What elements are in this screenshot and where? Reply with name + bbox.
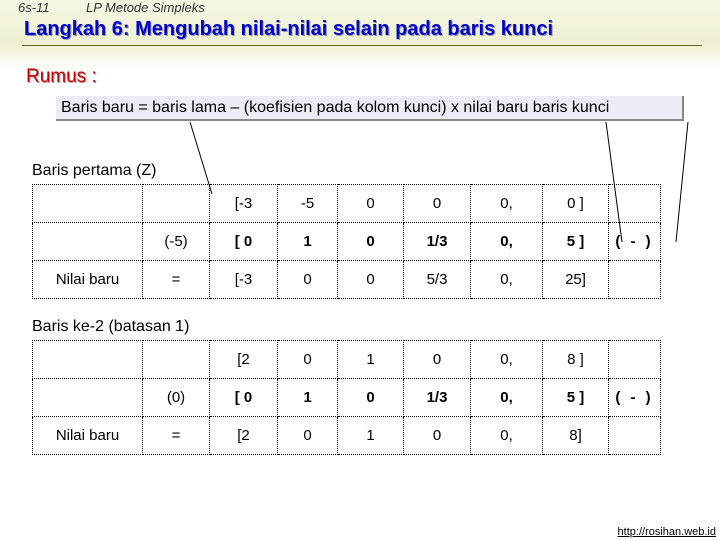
table-cell: 0 <box>404 185 471 223</box>
page-title: Langkah 6: Mengubah nilai-nilai selain pada baris kunci <box>24 18 554 40</box>
table-cell: [2 <box>210 341 278 379</box>
table-row <box>33 341 661 379</box>
formula-text: Baris baru = baris lama – (koefisien pada kolom kunci) x nilai baru baris kunci <box>61 99 610 116</box>
table-cell <box>609 341 661 379</box>
table-cell: 0, <box>471 223 543 261</box>
table-cell: 0 <box>278 341 338 379</box>
table-cell: 0 <box>404 417 471 455</box>
table-cell: 0 <box>278 261 338 299</box>
table-cell <box>609 261 661 299</box>
table-row <box>33 379 661 417</box>
table-cell: [-3 <box>210 261 278 299</box>
section2-label: Baris ke-2 (batasan 1) <box>32 318 190 335</box>
course-name: LP Metode Simpleks <box>86 0 205 15</box>
table-row <box>33 223 661 261</box>
table-cell: 1/3 <box>404 379 471 417</box>
row-label: Nilai baru <box>33 261 143 299</box>
table-cell: 1 <box>278 379 338 417</box>
section1-table <box>32 184 661 299</box>
section1-label: Baris pertama (Z) <box>32 162 157 179</box>
multiplier-cell: (0) <box>143 379 210 417</box>
table-cell: 0, <box>471 261 543 299</box>
slide-number: 6s-11 <box>18 0 50 15</box>
table-cell: 0, <box>471 185 543 223</box>
table-cell: 25] <box>543 261 609 299</box>
table-row <box>33 261 661 299</box>
table-cell: 8] <box>543 417 609 455</box>
rumus-label: Rumus : <box>26 66 97 87</box>
table-cell: 0 <box>338 379 404 417</box>
equals-cell: = <box>143 261 210 299</box>
table-row <box>33 185 661 223</box>
table-cell <box>33 223 143 261</box>
table-cell: [2 <box>210 417 278 455</box>
table-cell: 5 ] <box>543 379 609 417</box>
table-cell: [ 0 <box>210 379 278 417</box>
table-cell <box>33 341 143 379</box>
table-cell: 0 <box>338 223 404 261</box>
table-cell: 0 <box>338 185 404 223</box>
table-cell: 0 <box>404 341 471 379</box>
table-cell: 0 <box>278 417 338 455</box>
multiplier-cell: (-5) <box>143 223 210 261</box>
table-cell: 1 <box>338 341 404 379</box>
table-cell: 5/3 <box>404 261 471 299</box>
table-cell <box>143 185 210 223</box>
table-row <box>33 417 661 455</box>
table-cell: 5 ] <box>543 223 609 261</box>
footer-link[interactable]: http://rosihan.web.id <box>617 526 716 538</box>
pointer-line-baris-kunci <box>676 122 688 242</box>
table-cell: 1/3 <box>404 223 471 261</box>
table-cell <box>33 379 143 417</box>
table-cell: 8 ] <box>543 341 609 379</box>
section2-table <box>32 340 661 455</box>
table-cell: -5 <box>278 185 338 223</box>
table-cell <box>609 185 661 223</box>
table-cell: 0, <box>471 417 543 455</box>
minus-operator: ( - ) <box>609 223 661 261</box>
table-cell: 1 <box>338 417 404 455</box>
table-cell: 0 <box>338 261 404 299</box>
table-cell: 0, <box>471 379 543 417</box>
table-cell: 1 <box>278 223 338 261</box>
table-cell: [ 0 <box>210 223 278 261</box>
table-cell <box>33 185 143 223</box>
table-cell: 0, <box>471 341 543 379</box>
table-cell <box>143 341 210 379</box>
table-cell <box>609 417 661 455</box>
table-cell: [-3 <box>210 185 278 223</box>
minus-operator: ( - ) <box>609 379 661 417</box>
table-cell: 0 ] <box>543 185 609 223</box>
row-label: Nilai baru <box>33 417 143 455</box>
equals-cell: = <box>143 417 210 455</box>
